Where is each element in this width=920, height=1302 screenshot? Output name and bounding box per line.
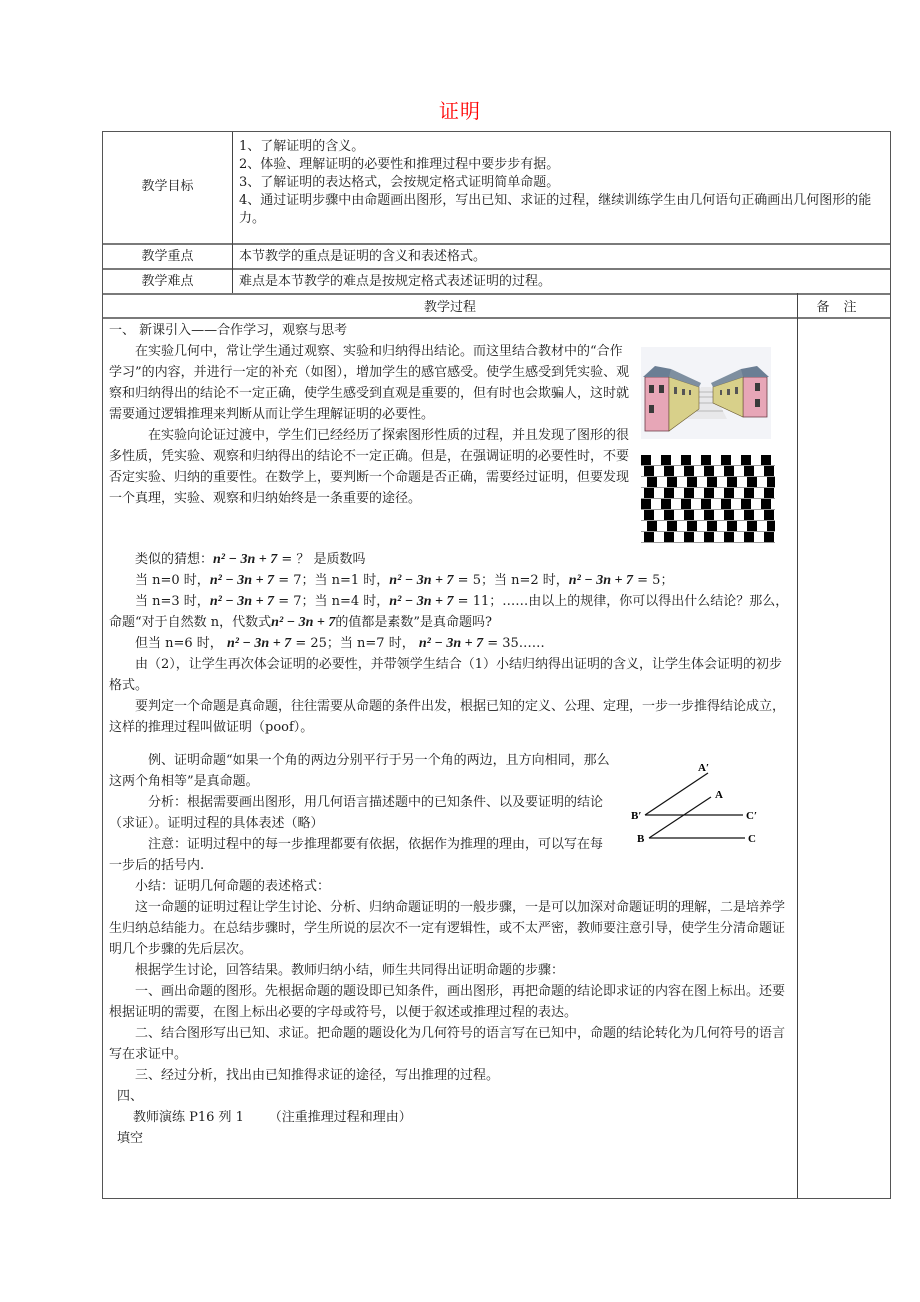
cafe-wall-tile — [744, 510, 754, 520]
cafe-wall-tile — [684, 488, 694, 498]
fill-blank-label: 填空 — [117, 1131, 144, 1146]
cafe-wall-tile — [764, 466, 774, 476]
line-b-prime-a-prime — [645, 773, 708, 815]
line-b-a — [649, 797, 711, 838]
process-body — [109, 320, 793, 1149]
cafe-wall-tile — [721, 455, 731, 465]
cafe-wall-tile — [647, 477, 657, 487]
cafe-wall-tile — [724, 510, 734, 520]
notes-column-divider — [797, 293, 798, 1198]
cafe-wall-tile — [701, 455, 711, 465]
summary-text: 这一命题的证明过程让学生讨论、分析、归纳命题证明的一般步骤，一是可以加深对命题证明的理解，二是培养学生归纳总结能力。在总结步骤时，学生所说的层次不一定有逻辑性，或不太严密，教师要注意引导，使学生分清命题证明几个步骤的先后层次。 — [109, 900, 786, 957]
cafe-wall-tile — [661, 499, 671, 509]
difficulty-text: 难点是本节教学的难点是按规定格式表述证明的过程。 — [239, 274, 552, 289]
notes-header: 备注 — [816, 300, 871, 315]
cafe-wall-tile — [704, 488, 714, 498]
result-text: 根据学生讨论，回答结果。教师归纳小结，师生共同得出证明命题的步骤： — [135, 963, 565, 978]
cases-line-2 — [109, 591, 793, 633]
practice-text: 教师演练 P16 列 1 — [133, 1110, 244, 1125]
cafe-wall-tile — [647, 521, 657, 531]
section-four-heading: 四、 — [117, 1089, 144, 1104]
step-1-text: 一、画出命题的图形。先根据命题的题设即已知条件，画出图形，再把命题的结论即求证的内容在图上标出。还要根据证明的需要，在图上标出必要的字母或符号，以便于叙述或推理过程的表达。 — [109, 984, 786, 1020]
practice-note: （注重推理过程和理由） — [268, 1110, 412, 1125]
case-result: = 11； — [457, 594, 503, 609]
expression: n² − 3n + 7 — [418, 636, 484, 651]
objective-item: 1、了解证明的含义。 — [239, 139, 365, 154]
cafe-wall-tile — [707, 477, 717, 487]
page-title: 证明 — [439, 99, 481, 123]
cafe-wall-tile — [687, 477, 697, 487]
cafe-wall-tile — [684, 532, 694, 542]
key-point-text: 本节教学的重点是证明的含义和表述格式。 — [239, 249, 487, 264]
cases-question: ……由以上的规律，你可以得出什么结论？那么，命题“对于自然数 n，代数式 — [109, 594, 789, 630]
cafe-wall-tile — [704, 532, 714, 542]
cafe-wall-tile — [761, 455, 771, 465]
label-c-prime: C′ — [746, 810, 758, 822]
conjecture-suffix: = ？ 是质数吗 — [281, 552, 366, 567]
cases-question-end: 的值都是素数”是真命题吗? — [335, 615, 493, 630]
cafe-wall-tile — [747, 521, 757, 531]
cafe-wall-tile — [724, 532, 734, 542]
lesson-plan-table — [102, 131, 891, 1199]
parallel-angles-figure — [625, 756, 775, 851]
row-divider — [103, 243, 890, 245]
label-a-prime: A′ — [698, 762, 710, 774]
cafe-wall-tile — [764, 510, 774, 520]
row-divider — [103, 317, 890, 319]
counter-result: = 35…… — [487, 636, 545, 651]
cafe-wall-tile — [644, 510, 654, 520]
paragraph-4: 要判定一个命题是真命题，往往需要从命题的条件出发，根据已知的定义、公理、定理，一步一步推得结论成立，这样的推理过程叫做证明（poof）。 — [109, 699, 786, 735]
cafe-wall-tile — [664, 510, 674, 520]
cafe-wall-tile — [744, 466, 754, 476]
conjecture-prefix: 类似的猜想： — [135, 552, 214, 567]
intro-paragraph-1: 在实验几何中，常让学生通过观察、实验和归纳得出结论。而这里结合教材中的“合作学习”的内容，并进行一定的补充（如图），增加学生的感官感受。使学生感受到凭实验、观察和归纳得出的结论不一定正确，使学生感受到直观是重要的，但有时也会欺骗人，这时就需要通过逻辑推理来判断从而让学生理解证明的必要性。 — [109, 344, 630, 422]
expression: n² − 3n + 7 — [226, 636, 292, 651]
paragraph-3: 由（2），让学生再次体会证明的必要性，并带领学生结合（1）小结归纳得出证明的含义，让学生体会证明的初步格式。 — [109, 657, 783, 693]
cafe-wall-tile — [641, 455, 651, 465]
counter-result: = 25； — [295, 636, 340, 651]
counter-condition: 但当 n=6 时， — [135, 636, 223, 651]
case-condition: 当 n=0 时， — [135, 573, 210, 588]
cafe-wall-tile — [661, 455, 671, 465]
expression: n² − 3n + 7 — [389, 594, 454, 609]
cafe-wall-tile — [664, 532, 674, 542]
cafe-wall-tile — [644, 532, 654, 542]
expression: n² − 3n + 7 — [209, 573, 275, 588]
objective-item: 3、了解证明的表达格式，会按规定格式证明简单命题。 — [239, 175, 560, 190]
cafe-wall-tile — [664, 488, 674, 498]
cafe-wall-tile — [644, 466, 654, 476]
cafe-wall-tile — [741, 455, 751, 465]
objectives-label: 教学目标 — [141, 179, 194, 194]
case-result: = 5； — [457, 573, 494, 588]
cafe-wall-tile — [641, 499, 651, 509]
case-condition: 当 n=3 时， — [135, 594, 210, 609]
process-header: 教学过程 — [423, 300, 476, 315]
key-point-label: 教学重点 — [141, 249, 194, 264]
row-divider — [103, 293, 890, 295]
cafe-wall-tile — [684, 510, 694, 520]
cafe-wall-tile — [767, 521, 775, 531]
label-a: A — [715, 789, 723, 801]
spacer — [109, 738, 793, 750]
conjecture-line — [109, 549, 793, 570]
row-divider — [103, 268, 890, 270]
cafe-wall-tile — [684, 466, 694, 476]
counter-condition: 当 n=7 时， — [339, 636, 415, 651]
cafe-wall-tile — [744, 488, 754, 498]
case-result: = 5； — [637, 573, 674, 588]
case-condition: 当 n=2 时， — [493, 573, 569, 588]
objectives-list — [239, 138, 886, 228]
label-b: B — [637, 833, 645, 845]
cafe-wall-tile — [767, 477, 775, 487]
objective-item: 2、体验、理解证明的必要性和推理过程中要步步有据。 — [239, 157, 560, 172]
cafe-wall-tile — [667, 521, 677, 531]
cafe-wall-tile — [764, 532, 774, 542]
objective-item: 4、通过证明步骤中由命题画出图形，写出已知、求证的过程，继续训练学生由几何语句正确画出几何图形的能力。 — [239, 193, 872, 226]
step-3-text: 三、经过分析，找出由已知推得求证的途径，写出推理的过程。 — [135, 1068, 500, 1083]
difficulty-label: 教学难点 — [141, 274, 194, 289]
cafe-wall-tile — [724, 488, 734, 498]
counterexample-line — [109, 633, 793, 654]
case-condition: 当 n=4 时， — [314, 594, 390, 609]
label-b-prime: B′ — [631, 810, 642, 822]
note-text: 注意：证明过程中的每一步推理都要有依据，依据作为推理的理由，可以写在每一步后的括号内. — [109, 837, 604, 873]
step-2-text: 二、结合图形写出已知、求证。把命题的题设化为几何符号的语言写在已知中，命题的结论转化为几何符号的语言写在求证中。 — [109, 1026, 786, 1062]
cafe-wall-tile — [721, 499, 731, 509]
cafe-wall-tile — [681, 499, 691, 509]
cafe-wall-tile — [761, 499, 771, 509]
cafe-wall-tile — [741, 499, 751, 509]
summary-title: 小结：证明几何命题的表述格式： — [135, 879, 331, 894]
cafe-wall-tile — [747, 477, 757, 487]
cafe-wall-tile — [724, 466, 734, 476]
cafe-wall-tile — [667, 477, 677, 487]
cases-line-1 — [109, 570, 793, 591]
cafe-wall-tile — [664, 466, 674, 476]
expression: n² − 3n + 7 — [271, 615, 336, 630]
cafe-wall-tile — [744, 532, 754, 542]
illusion-images — [641, 347, 775, 545]
intro-paragraph-2: 在实验向论证过渡中，学生们已经经历了探索图形性质的过程，并且发现了图形的很多性质，凭实验、观察和归纳得出的结论不一定正确。但是，在强调证明的必要性时，不要否定实验、归纳的重要性。在数学上，要判断一个命题是否正确，需要经过证明，但要发现一个真理，实验、观察和归纳始终是一条重要的途径。 — [109, 428, 630, 506]
analysis-text: 分析：根据需要画出图形，用几何语言描述题中的已知条件、以及要证明的结论（求证）。证明过程的具体表述（略） — [109, 795, 604, 831]
cafe-wall-illusion-image — [641, 453, 775, 545]
cafe-wall-tile — [727, 521, 737, 531]
expression: n² − 3n + 7 — [213, 552, 278, 567]
expression: n² − 3n + 7 — [568, 573, 634, 588]
section-intro-heading: 一、 新课引入——合作学习，观察与思考 — [109, 323, 348, 338]
case-result: = 7； — [278, 594, 315, 609]
example-text: 例、证明命题“如果一个角的两边分别平行于另一个角的两边，且方向相同，那么这两个角相等”是真命题。 — [109, 753, 610, 789]
cafe-wall-tile — [681, 455, 691, 465]
cafe-wall-tile — [727, 477, 737, 487]
cafe-wall-tile — [704, 510, 714, 520]
case-condition: 当 n=1 时， — [314, 573, 390, 588]
street-perspective-illusion-image — [641, 347, 771, 439]
expression: n² − 3n + 7 — [389, 573, 454, 588]
cafe-wall-tile — [707, 521, 717, 531]
column-divider — [232, 132, 233, 293]
cafe-wall-tile — [701, 499, 711, 509]
cafe-wall-tile — [644, 488, 654, 498]
expression: n² − 3n + 7 — [209, 594, 275, 609]
label-c: C — [748, 833, 756, 845]
cafe-wall-tile — [687, 521, 697, 531]
cafe-wall-tile — [704, 466, 714, 476]
case-result: = 7； — [278, 573, 315, 588]
practice-line — [109, 1107, 793, 1128]
cafe-wall-tile — [764, 488, 774, 498]
